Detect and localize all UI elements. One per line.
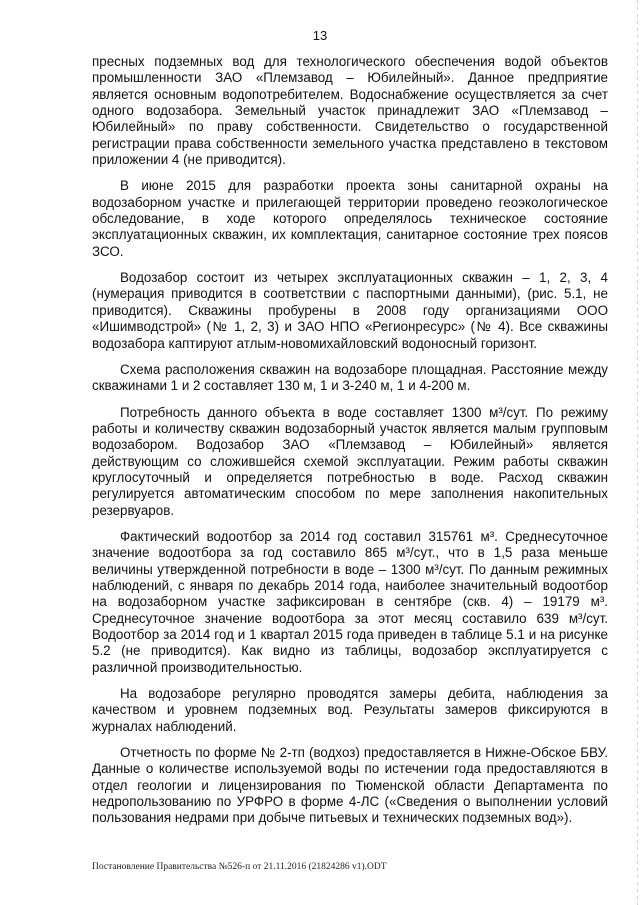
paragraph-7: На водозаборе регулярно проводятся замеры дебита, наблюдения за качеством и уровнем подземных вод. Результаты замеров фиксируются в журналах наблюдений. xyxy=(92,686,608,734)
paragraph-4: Схема расположения скважин на водозаборе площадная. Расстояние между скважинами 1 и 2 составляет 130 м, 1 и 3-240 м, 1 и 4-200 м. xyxy=(92,361,608,394)
paragraph-2: В июне 2015 для разработки проекта зоны санитарной охраны на водозаборном участке и прилегающей территории проведено геоэкологическое обследование, в ходе которого определялось техническое состояние эксплуатационных скважин, их комплектация, санитарное состояние трех поясов ЗСО. xyxy=(92,178,608,259)
document-body xyxy=(92,54,608,837)
paragraph-6: Фактический водоотбор за 2014 год составил 315761 м³. Среднесуточное значение водоотбора за год составило 865 м³/сут., что в 1,5 раза меньше величины утвержденной потребности в воде – 1300 м³/сут. По данным режимных наблюдений, с января по декабрь 2014 года, наиболее значительный водоотбор на водозаборном участке зафиксирован в сентябре (скв. 4) – 19179 м³. Среднесуточное значение водоотбора за этот месяц составило 639 м³/сут. Водоотбор за 2014 год и 1 квартал 2015 года приведен в таблице 5.1 и на рисунке 5.2 (не приводится). Как видно из таблицы, водозабор эксплуатируется с различной производительностью. xyxy=(92,528,608,675)
paragraph-3: Водозабор состоит из четырех эксплуатационных скважин – 1, 2, 3, 4 (нумерация приводится в соответствии с паспортными данными), (рис. 5.1, не приводится). Скважины пробурены в 2008 году организациями ООО «Ишимводстрой» (№ 1, 2, 3) и ЗАО НПО «Регионресурс» (№ 4). Все скважины водозабора каптируют атлым-новомихайловский водоносный горизонт. xyxy=(92,270,608,351)
page-number: 13 xyxy=(312,28,328,43)
scan-edge-mark xyxy=(637,0,638,905)
paragraph-1: пресных подземных вод для технологического обеспечения водой объектов промышленности ЗАО «Племзавод – Юбилейный». Данное предприятие является основным водопотребителем. Водоснабжение осуществляется за счет одного водозабора. Земельный участок принадлежит ЗАО «Племзавод – Юбилейный» по праву собственности. Свидетельство о государственной регистрации права собственности земельного участка представлено в текстовом приложении 4 (не приводится). xyxy=(92,54,608,168)
paragraph-8: Отчетность по форме № 2-тп (водхоз) предоставляется в Нижне-Обское БВУ. Данные о количестве используемой воды по истечении года предоставляются в отдел геологии и лицензирования по Тюменской области Департамента по недропользованию по УРФРО в форме 4-ЛС («Сведения о выполнении условий пользования недрами при добыче питьевых и технических подземных вод»). xyxy=(92,745,608,826)
document-footer: Постановление Правительства №526-п от 21.11.2016 (21824286 v1).ODT xyxy=(92,862,387,872)
paragraph-5: Потребность данного объекта в воде составляет 1300 м³/сут. По режиму работы и количеству скважин водозаборный участок является малым групповым водозабором. Водозабор ЗАО «Племзавод – Юбилейный» является действующим со сложившейся схемой эксплуатации. Режим работы скважин круглосуточный и определяется потребностью в воде. Расход скважин регулируется автоматическим способом по мере заполнения накопительных резервуаров. xyxy=(92,404,608,518)
